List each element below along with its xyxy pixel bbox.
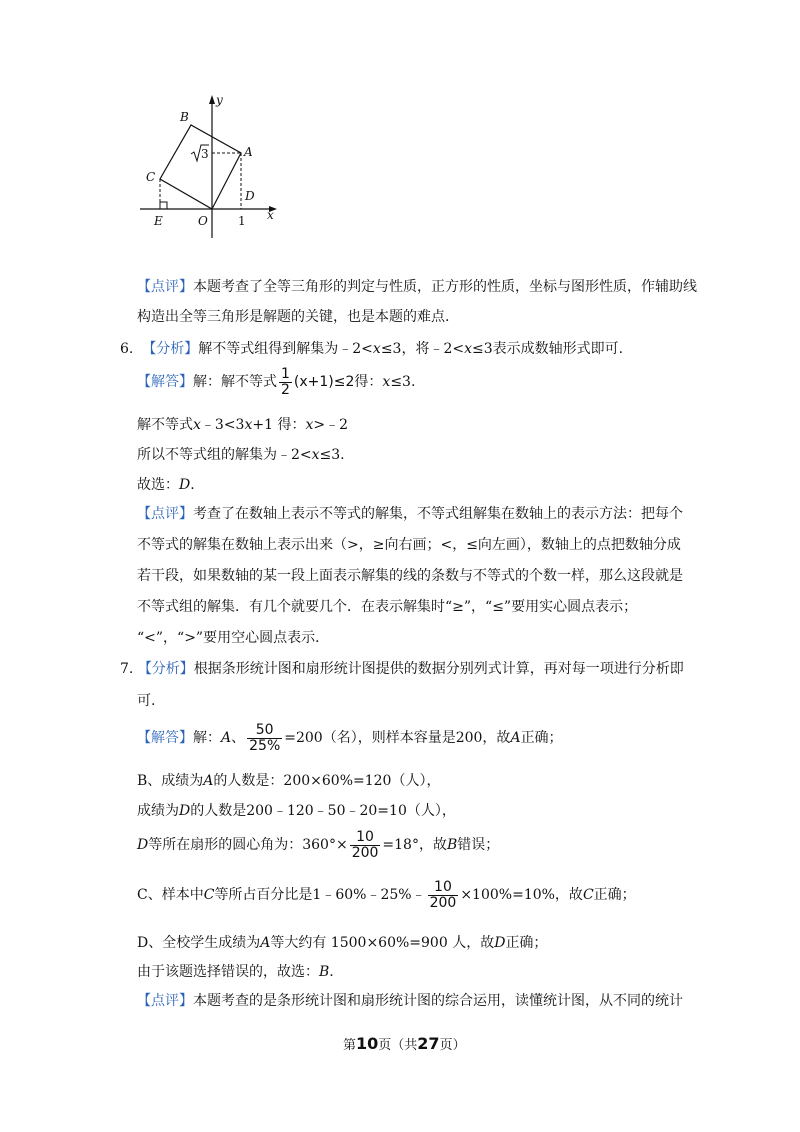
choice-pre: 故选：	[137, 477, 179, 493]
c-post: 正确；	[593, 887, 636, 904]
d-var2: D	[494, 935, 506, 951]
review5-text1: 本题考查了全等三角形的判定与性质，正方形的性质，坐标与图形性质，作辅助线	[193, 279, 697, 295]
q6-analysis	[120, 338, 623, 358]
q6-choice	[137, 474, 195, 494]
fraction-half	[279, 367, 292, 397]
q7-c	[137, 880, 636, 910]
label-d: D	[245, 189, 255, 203]
q6-review-l1	[137, 503, 683, 523]
b3-mid: =18°，故	[382, 837, 447, 854]
b3-var2: B	[446, 837, 458, 854]
c-pre: C、样本中	[137, 887, 204, 904]
q7-e	[137, 961, 334, 981]
b2-post: 的人数是200﹣120﹣50﹣20=10（人），	[190, 803, 456, 819]
b1-pre: B、成绩为	[137, 773, 204, 789]
page-number: 10	[356, 1034, 379, 1053]
a-end: 正确；	[520, 730, 563, 747]
d-mid: 等大约有 1500×60%=900 人，故	[270, 935, 495, 951]
var-x: x	[382, 374, 391, 391]
q6-line2	[137, 414, 348, 434]
fraction-10-200	[350, 830, 381, 860]
review-tag: 【点评】	[137, 506, 193, 522]
a-letter2: A	[510, 730, 521, 747]
q6-number: 6.	[120, 341, 134, 357]
d-post: 正确；	[505, 935, 548, 951]
label-e: E	[154, 214, 163, 228]
var-x: x	[464, 341, 472, 357]
label-x: x	[267, 208, 274, 222]
q6-line2-pre: 解不等式	[137, 417, 193, 433]
var-x: x	[372, 341, 381, 357]
q7-b3	[137, 830, 499, 860]
var-x: x	[305, 417, 314, 433]
square-obca	[160, 125, 241, 209]
var-x: x	[193, 417, 201, 433]
review-tag: 【点评】	[137, 993, 193, 1009]
q7-analysis-text: 根据条形统计图和扇形统计图提供的数据分别列式计算，再对每一项进行分析即	[193, 661, 684, 677]
q6-answer	[137, 367, 415, 397]
q6-line2-mid2: +1 得：	[252, 417, 306, 433]
b1-post: 的人数是：200×60%=120（人），	[213, 773, 441, 789]
q6-answer-post: 得：	[354, 374, 383, 391]
q6-review-l4: 不等式组的解集．有几个就要几个．在表示解集时“≥”，“≤”要用实心圆点表示；	[137, 599, 638, 615]
right-angle-mark	[160, 202, 167, 209]
label-o: O	[198, 214, 208, 228]
frac-den: 25%	[249, 737, 281, 754]
q7-b1	[137, 770, 440, 790]
b3-var: D	[137, 837, 149, 854]
analysis-tag: 【分析】	[137, 661, 194, 677]
label-a: A	[244, 145, 253, 159]
y-axis-arrow	[209, 95, 215, 104]
frac-num: 50	[247, 723, 282, 739]
frac-num: 10	[350, 830, 381, 846]
a-sep: 、	[231, 730, 246, 747]
page-footer	[343, 1034, 466, 1053]
b3-pre: 等所在扇形的圆心角为：360°×	[148, 837, 348, 854]
frac-expr: (x+1)≤2	[293, 374, 355, 391]
q7-d	[137, 932, 547, 952]
b2-pre: 成绩为	[137, 803, 179, 819]
label-one: 1	[238, 214, 246, 228]
review-tag: 【点评】	[137, 279, 193, 295]
frac-num: 1	[281, 366, 290, 382]
q6-analysis-post: ≤3表示成数轴形式即可.	[472, 341, 624, 357]
analysis-tag: 【分析】	[142, 341, 199, 357]
review5-line1	[137, 276, 697, 296]
c-var: C	[203, 887, 215, 904]
var-x: x	[244, 417, 253, 433]
label-sqrt3: 3	[201, 147, 209, 161]
q7-number: 7.	[120, 661, 134, 677]
q7-analysis-l2: 可.	[137, 693, 156, 709]
q6-review-text1: 考查了在数轴上表示不等式的解集，不等式组解集在数轴上的表示方法：把每个	[193, 506, 683, 522]
c-var2: C	[582, 887, 594, 904]
q7-answer-a	[137, 723, 563, 753]
a-pre: 解：	[193, 730, 221, 747]
q6-answer-result: ≤3.	[390, 374, 416, 391]
b3-post: 错误；	[457, 837, 500, 854]
q7-b2	[137, 800, 456, 820]
geometry-figure	[135, 88, 285, 248]
c-mid2: ×100%=10%，故	[460, 887, 583, 904]
q6-analysis-pre: 解不等式组得到解集为﹣2<	[198, 341, 373, 357]
q7-analysis	[120, 658, 684, 678]
answer-tag: 【解答】	[137, 730, 193, 747]
e-choice: B	[319, 964, 330, 980]
e-end: .	[329, 964, 334, 980]
q6-line2-post: >﹣2	[313, 417, 348, 433]
label-c: C	[146, 170, 156, 184]
q6-line3	[137, 444, 345, 464]
fraction-50-25	[247, 723, 282, 753]
review5-line2: 构造出全等三角形是解题的关键，也是本题的难点.	[137, 309, 450, 325]
q7-review-text: 本题考查的是条形统计图和扇形统计图的综合运用，读懂统计图，从不同的统计	[193, 993, 683, 1009]
frac-den: 200	[351, 844, 379, 861]
footer-pre: 第	[343, 1038, 357, 1053]
b1-var: A	[203, 773, 214, 789]
fraction-10-200	[428, 880, 459, 910]
choice-post: .	[190, 477, 195, 493]
var-x: x	[311, 447, 320, 463]
d-pre: D、全校学生成绩为	[137, 935, 261, 951]
label-b: B	[180, 110, 189, 124]
q6-review-l3: 若干段，如果数轴的某一段上面表示解集的线的条数与不等式的个数一样，那么这段就是	[137, 568, 683, 584]
a-post: =200（名），则样本容量是200，故	[284, 730, 511, 747]
q6-answer-pre: 解：解不等式	[193, 374, 277, 391]
c-mid: 等所占百分比是1﹣60%﹣25%﹣	[214, 887, 426, 904]
q6-analysis-mid: ≤3，将﹣2<	[380, 341, 465, 357]
label-y: y	[216, 93, 223, 107]
q6-line2-mid: ﹣3<3	[200, 417, 245, 433]
a-letter: A	[221, 730, 232, 747]
answer-tag: 【解答】	[137, 374, 193, 391]
q6-line3-post: ≤3.	[319, 447, 345, 463]
total-pages: 27	[417, 1034, 440, 1053]
b2-var: D	[179, 803, 191, 819]
choice-letter: D	[179, 477, 191, 493]
q7-review	[137, 990, 683, 1010]
q6-review-l2: 不等式的解集在数轴上表示出来（>，≥向右画；<，≤向左画），数轴上的点把数轴分成	[137, 537, 681, 553]
footer-post: 页）	[439, 1038, 466, 1053]
frac-den: 200	[429, 894, 457, 911]
footer-mid: 页（共	[378, 1038, 418, 1053]
frac-num: 10	[428, 880, 459, 896]
q6-line3-pre: 所以不等式组的解集为﹣2<	[137, 447, 312, 463]
frac-den: 2	[281, 381, 290, 398]
d-var: A	[260, 935, 271, 951]
e-line: 由于该题选择错误的，故选：	[137, 964, 319, 980]
q6-review-l5: “<”，“>”要用空心圆点表示．	[137, 630, 330, 646]
